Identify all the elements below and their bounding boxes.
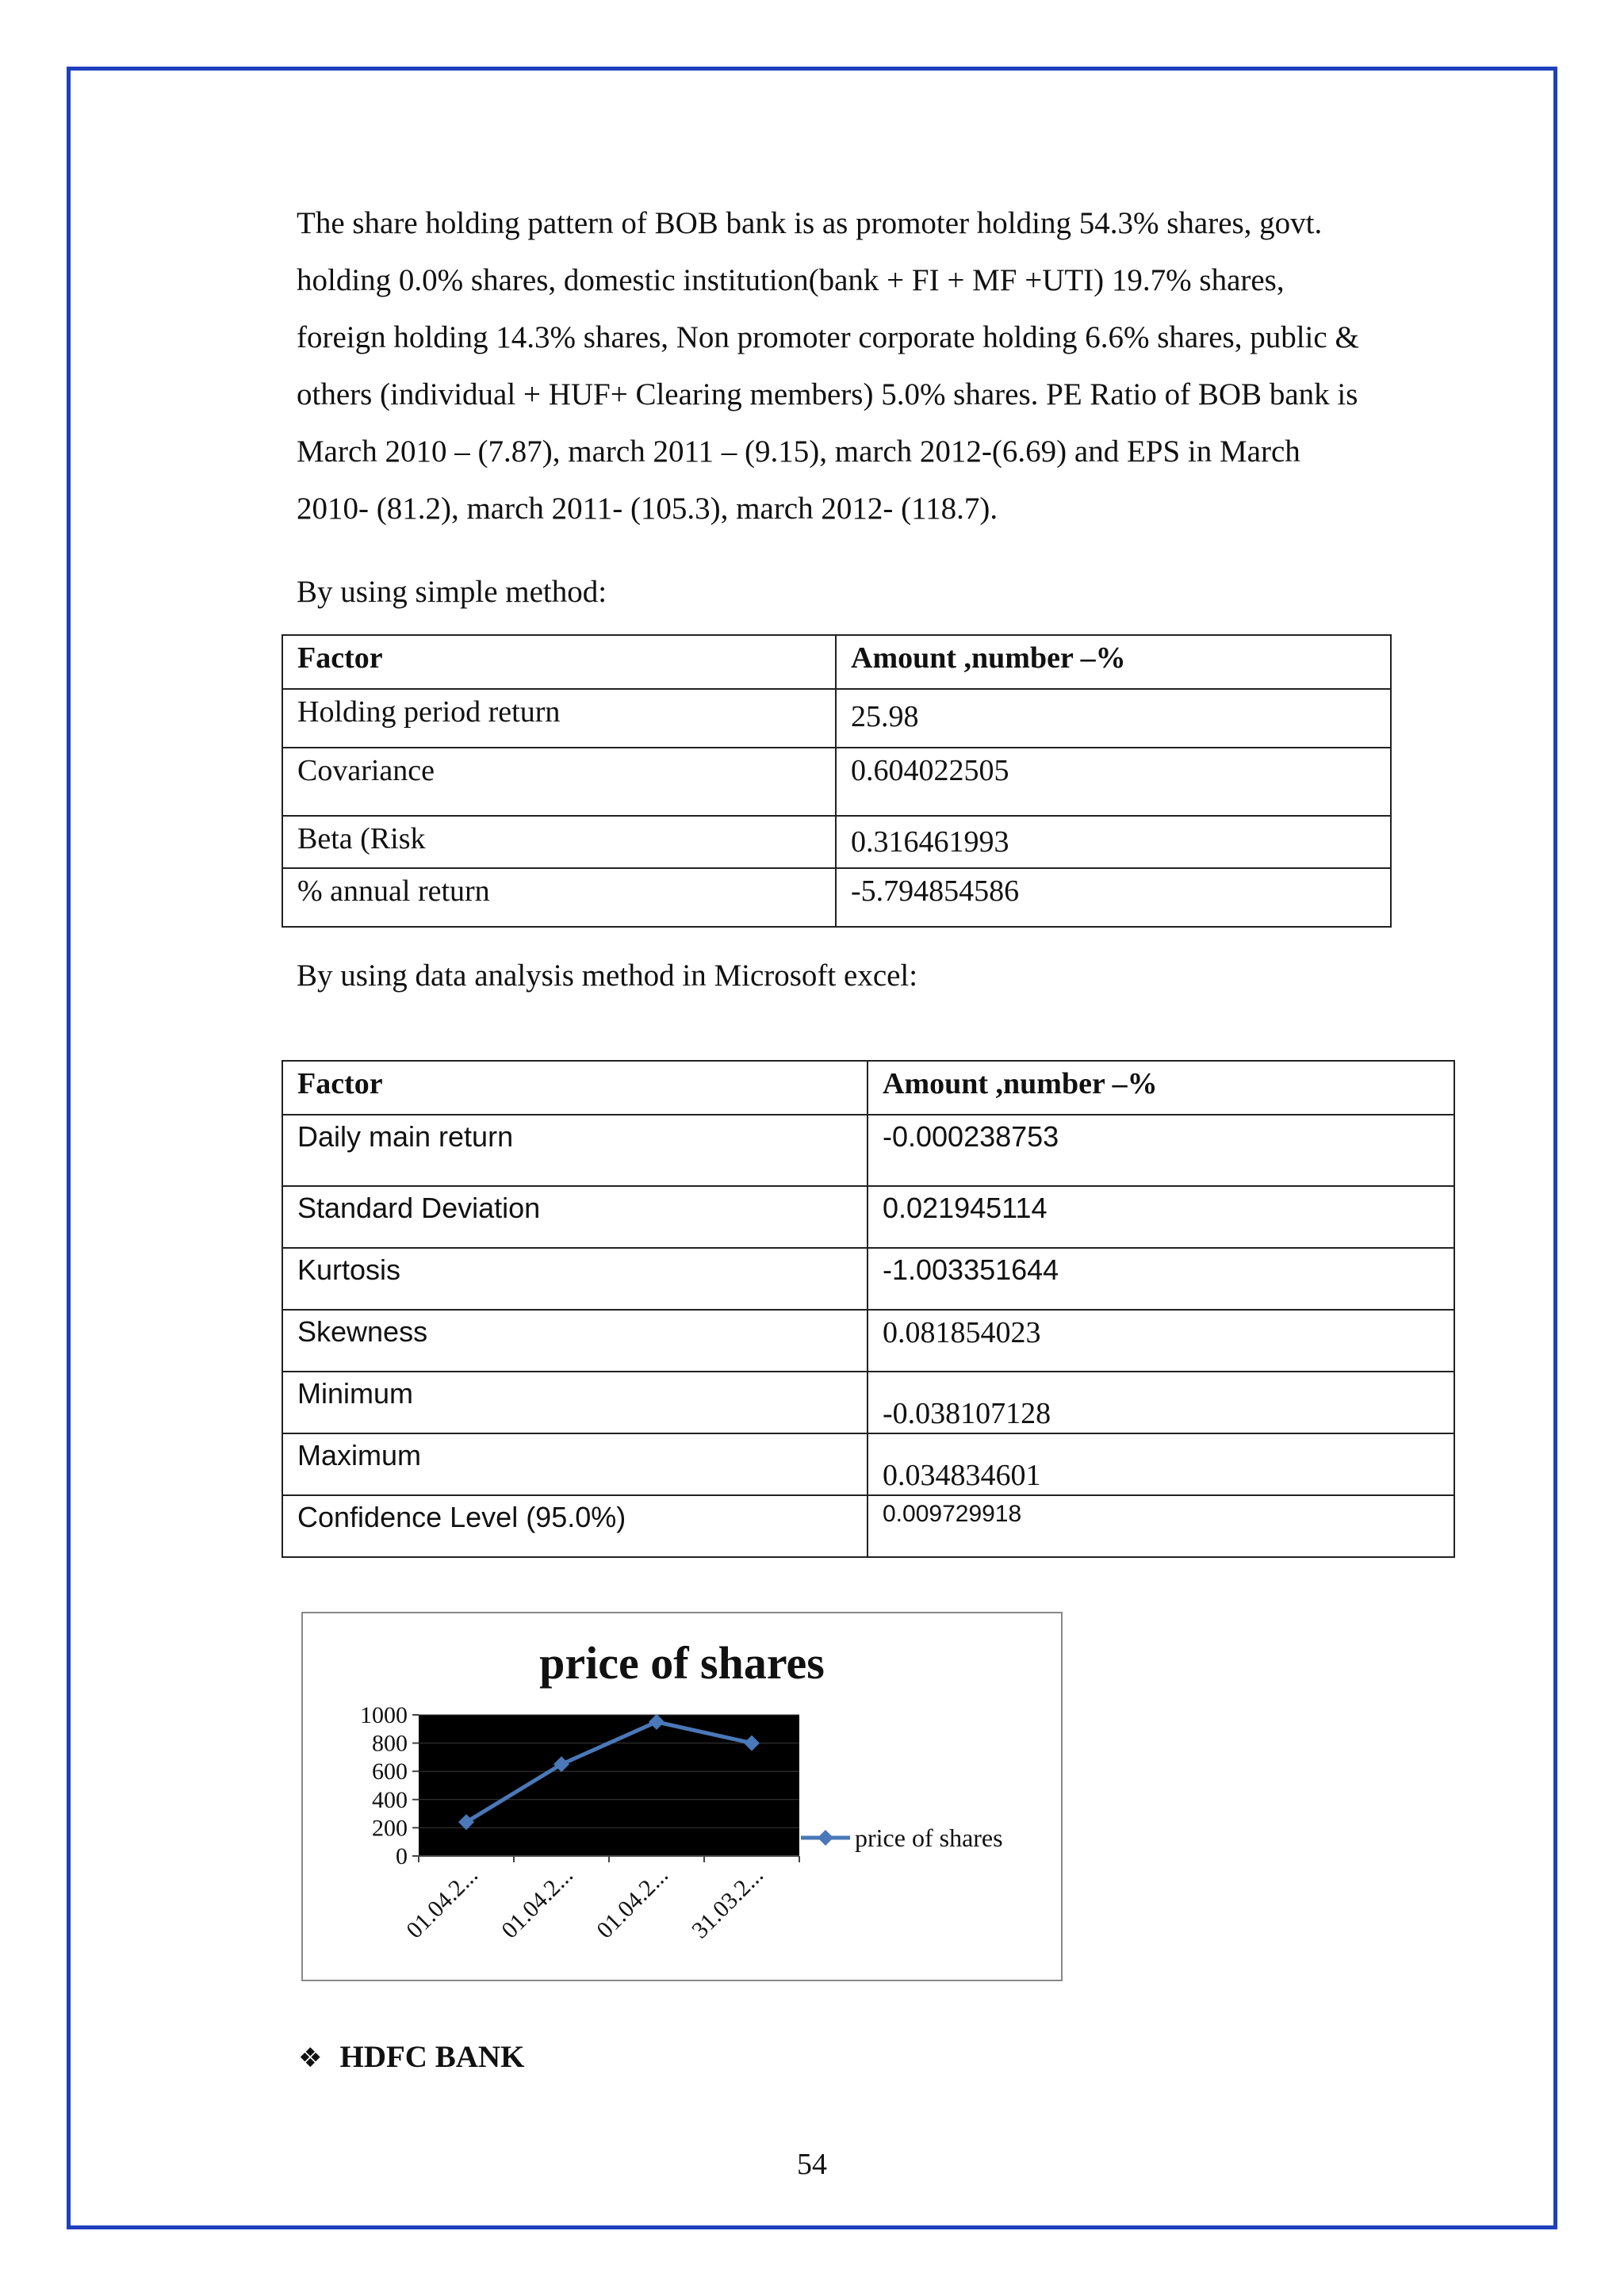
- x-tick-label: 01.04.2...: [496, 1862, 578, 1944]
- table-cell: 0.604022505: [836, 748, 1391, 816]
- table-header-cell: Amount ,number –%: [836, 635, 1391, 689]
- price-chart: [301, 1612, 1063, 1981]
- page-number: 54: [797, 2148, 827, 2181]
- y-tick-label: 1000: [360, 1702, 408, 1728]
- table-row: [282, 1310, 1454, 1372]
- y-tick-label: 600: [372, 1758, 408, 1785]
- table-row: [282, 1495, 1454, 1557]
- section-heading-text: HDFC BANK: [339, 2040, 525, 2074]
- table-header-row: [282, 635, 1391, 689]
- table-cell: -1.003351644: [868, 1248, 1454, 1310]
- paragraph-line: The share holding pattern of BOB bank is as promoter holding 54.3% shares, govt.: [297, 206, 1323, 240]
- table-row: [282, 868, 1391, 927]
- table-row: [282, 1186, 1454, 1248]
- table-row: [282, 748, 1391, 816]
- legend-label: price of shares: [855, 1823, 1003, 1852]
- excel-method-label: By using data analysis method in Microsoft excel:: [297, 959, 918, 993]
- paragraph-line: foreign holding 14.3% shares, Non promoter corporate holding 6.6% shares, public &: [297, 320, 1359, 354]
- table-cell: Standard Deviation: [282, 1186, 868, 1248]
- table-cell: Kurtosis: [282, 1248, 868, 1310]
- paragraph-line: 2010- (81.2), march 2011- (105.3), march 2012- (118.7).: [297, 492, 998, 526]
- table-cell: Holding period return: [282, 689, 836, 748]
- table-cell: Confidence Level (95.0%): [282, 1495, 868, 1557]
- chart-svg: [303, 1613, 1061, 1980]
- table-row: [282, 816, 1391, 868]
- legend-marker: [818, 1830, 833, 1846]
- table-cell: 0.034834601: [868, 1433, 1454, 1495]
- table-cell: -5.794854586: [836, 868, 1391, 927]
- table-cell: -0.038107128: [868, 1372, 1454, 1433]
- y-tick-label: 200: [372, 1815, 408, 1842]
- table-cell: % annual return: [282, 868, 836, 927]
- table-cell: 0.009729918: [868, 1495, 1454, 1557]
- table-row: [282, 1248, 1454, 1310]
- table-cell: 25.98: [836, 689, 1391, 748]
- plot-area: [419, 1715, 799, 1856]
- table-cell: Beta (Risk: [282, 816, 836, 868]
- table-cell: -0.000238753: [868, 1115, 1454, 1186]
- table-header-row: [282, 1061, 1454, 1115]
- table-row: [282, 1115, 1454, 1186]
- table-cell: 0.021945114: [868, 1186, 1454, 1248]
- y-tick-label: 800: [372, 1730, 408, 1757]
- table-cell: Daily main return: [282, 1115, 868, 1186]
- paragraph-line: others (individual + HUF+ Clearing members) 5.0% shares. PE Ratio of BOB bank is: [297, 377, 1358, 411]
- x-tick-label: 01.04.2...: [401, 1862, 483, 1944]
- share-holding-paragraph: [297, 195, 1446, 538]
- x-tick-label: 31.03.2...: [687, 1862, 768, 1944]
- diamond-bullet-icon: ❖: [298, 2042, 323, 2074]
- table-header-cell: Factor: [282, 1061, 868, 1115]
- table-header-cell: Amount ,number –%: [868, 1061, 1454, 1115]
- chart-title: price of shares: [539, 1637, 825, 1689]
- table-header-cell: Factor: [282, 635, 836, 689]
- y-tick-label: 400: [372, 1786, 408, 1813]
- simple-method-label: By using simple method:: [297, 575, 607, 609]
- x-tick-label: 01.04.2...: [592, 1862, 673, 1944]
- table-cell: Minimum: [282, 1372, 868, 1433]
- table-cell: 0.316461993: [836, 816, 1391, 868]
- paragraph-line: holding 0.0% shares, domestic institution(bank + FI + MF +UTI) 19.7% shares,: [297, 263, 1285, 297]
- table-row: [282, 1372, 1454, 1433]
- simple-method-table: [282, 634, 1392, 928]
- excel-method-table: [282, 1060, 1455, 1558]
- table-row: [282, 1433, 1454, 1495]
- table-cell: 0.081854023: [868, 1310, 1454, 1372]
- section-heading: [298, 2039, 524, 2075]
- table-cell: Maximum: [282, 1433, 868, 1495]
- y-tick-label: 0: [396, 1843, 408, 1869]
- table-row: [282, 689, 1391, 748]
- paragraph-line: March 2010 – (7.87), march 2011 – (9.15), march 2012-(6.69) and EPS in March: [297, 434, 1300, 469]
- table-cell: Skewness: [282, 1310, 868, 1372]
- table-cell: Covariance: [282, 748, 836, 816]
